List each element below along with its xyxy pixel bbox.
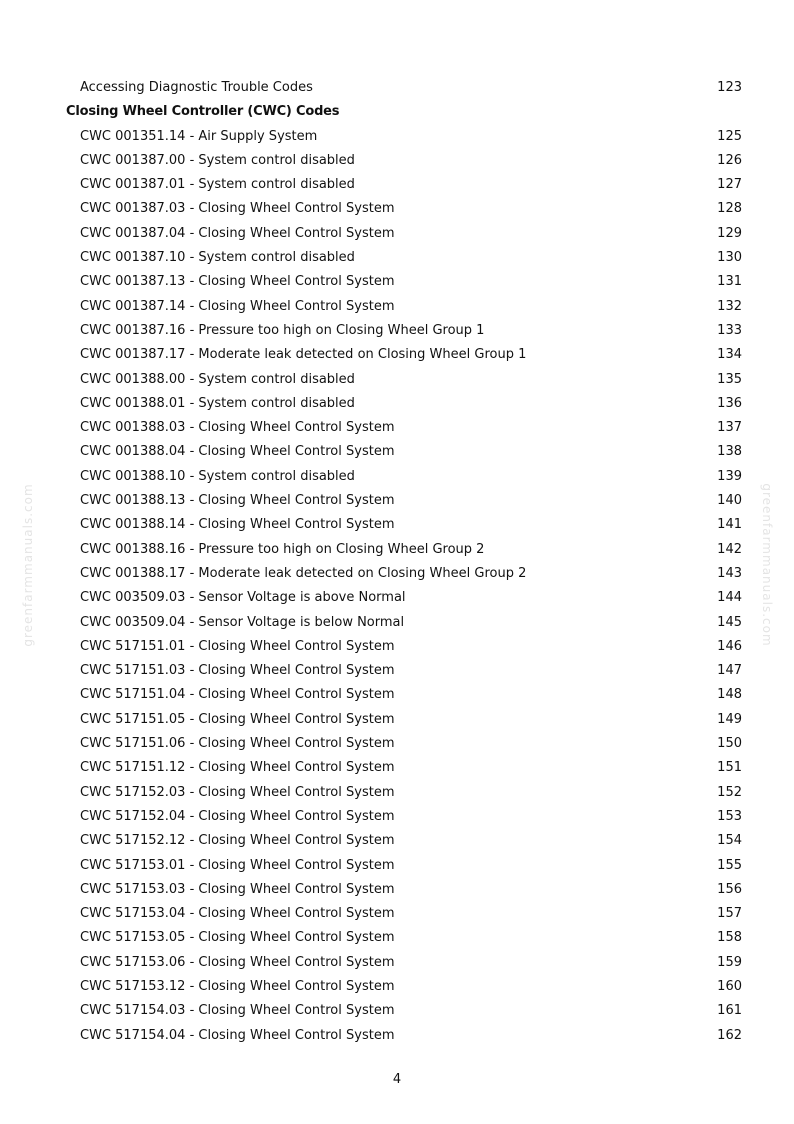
toc-entry-page: 137 [717,420,742,436]
watermark-left: greenfarmmanuals.com [21,483,35,647]
toc-entry [0,416,794,440]
toc-entry [0,829,794,853]
toc-entry-page: 145 [717,614,742,630]
toc-entry-title: CWC 517153.03 - Closing Wheel Control System [80,881,395,897]
toc-entry-title: CWC 001387.16 - Pressure too high on Closing Wheel Group 1 [80,322,485,338]
toc-entry-page: 135 [717,371,742,387]
toc-entry-page: 142 [717,541,742,557]
toc-entry [0,926,794,950]
toc-entry [0,659,794,683]
toc-entry-title: CWC 517152.12 - Closing Wheel Control System [80,833,395,849]
toc-entry-title: CWC 517151.01 - Closing Wheel Control System [80,638,395,654]
toc-entry-page: 148 [717,687,742,703]
toc-entry [0,343,794,367]
toc-entry-title: CWC 001387.01 - System control disabled [80,177,355,193]
toc-entry-title: CWC 001387.03 - Closing Wheel Control System [80,201,395,217]
toc-entry-page: 128 [717,201,742,217]
toc-entry [0,125,794,149]
toc-entry-title: Closing Wheel Controller (CWC) Codes [66,104,340,120]
toc-entry [0,683,794,707]
toc-entry [0,975,794,999]
toc-entry-title: CWC 001387.17 - Moderate leak detected on Closing Wheel Group 1 [80,347,527,363]
toc-entry [0,295,794,319]
toc-entry-page: 157 [717,906,742,922]
toc-entry [0,489,794,513]
toc-entry-page: 130 [717,250,742,266]
toc-entry-page: 144 [717,590,742,606]
watermark-right: greenfarmmanuals.com [760,483,774,647]
toc-entry [0,951,794,975]
toc-entry-title: Accessing Diagnostic Trouble Codes [80,80,313,95]
toc-entry-title: CWC 517153.12 - Closing Wheel Control System [80,978,395,994]
toc-entry-title: CWC 001388.14 - Closing Wheel Control System [80,517,395,533]
toc-entry [0,854,794,878]
toc-entry [0,465,794,489]
toc-entry-page: 160 [717,978,742,994]
toc-entry-page: 162 [717,1027,742,1043]
toc-entry-page: 141 [717,517,742,533]
toc-entry-title: CWC 001387.14 - Closing Wheel Control System [80,298,395,314]
toc-entry-page: 155 [717,857,742,873]
toc-entry-page: 149 [717,711,742,727]
toc-entry [0,611,794,635]
toc-entry-page: 146 [717,638,742,654]
toc-entry [0,392,794,416]
toc-entry-title: CWC 517151.12 - Closing Wheel Control System [80,760,395,776]
toc-entry [0,76,794,100]
toc-entry [0,538,794,562]
toc-entry-title: CWC 517151.03 - Closing Wheel Control System [80,663,395,679]
toc-entry-title: CWC 517154.04 - Closing Wheel Control System [80,1027,395,1043]
toc-entry-page: 126 [717,152,742,168]
toc-entry-title: CWC 001387.04 - Closing Wheel Control System [80,225,395,241]
toc-entry-page: 133 [717,322,742,338]
toc-entry-title: CWC 001387.10 - System control disabled [80,250,355,266]
toc-entry-title: CWC 517153.04 - Closing Wheel Control System [80,906,395,922]
toc-entry-title: CWC 001351.14 - Air Supply System [80,128,318,144]
toc-entry-page: 154 [717,833,742,849]
toc-entry [0,222,794,246]
toc-entry [0,173,794,197]
toc-entry [0,732,794,756]
toc-entry-page: 156 [717,881,742,897]
toc-entry-page: 153 [717,808,742,824]
toc-entry [0,149,794,173]
toc-entry-title: CWC 001388.00 - System control disabled [80,371,355,387]
toc-entry-title: CWC 001388.16 - Pressure too high on Closing Wheel Group 2 [80,541,485,557]
toc-entry [0,902,794,926]
toc-entry-title: CWC 001388.04 - Closing Wheel Control System [80,444,395,460]
toc-entry-title: CWC 001387.00 - System control disabled [80,152,355,168]
toc-entry-title: CWC 517153.05 - Closing Wheel Control System [80,930,395,946]
toc-entry-page: 132 [717,298,742,314]
toc-entry-title: CWC 001388.10 - System control disabled [80,468,355,484]
toc-entry-page: 134 [717,347,742,363]
toc-entry-page: 127 [717,177,742,193]
toc-entry-title: CWC 517151.04 - Closing Wheel Control System [80,687,395,703]
toc-entry-page: 150 [717,736,742,752]
toc-entry [0,1024,794,1048]
toc-entry [0,513,794,537]
toc-entry-title: CWC 001388.01 - System control disabled [80,395,355,411]
toc-entry [0,756,794,780]
toc-entry-title: CWC 003509.03 - Sensor Voltage is above Normal [80,590,406,606]
toc-entry-page: 159 [717,954,742,970]
toc-entry-page: 161 [717,1003,742,1019]
toc-entry-page: 147 [717,663,742,679]
table-of-contents [0,76,794,1048]
toc-entry [0,781,794,805]
toc-entry-page: 125 [717,128,742,144]
toc-entry-page: 152 [717,784,742,800]
toc-entry-title: CWC 517152.03 - Closing Wheel Control System [80,784,395,800]
toc-entry [0,246,794,270]
toc-entry-title: CWC 003509.04 - Sensor Voltage is below Normal [80,614,405,630]
toc-entry-page: 123 [717,80,742,95]
toc-entry-page: 129 [717,225,742,241]
toc-entry-page: 140 [717,493,742,509]
toc-entry [0,805,794,829]
toc-entry-page: 151 [717,760,742,776]
toc-entry-title: CWC 517154.03 - Closing Wheel Control System [80,1003,395,1019]
page-number: 4 [392,1072,402,1087]
toc-entry-title: CWC 001388.13 - Closing Wheel Control System [80,493,395,509]
toc-entry-title: CWC 517153.01 - Closing Wheel Control System [80,857,395,873]
toc-entry-title: CWC 001388.17 - Moderate leak detected on Closing Wheel Group 2 [80,565,527,581]
toc-entry-page: 138 [717,444,742,460]
toc-entry-page: 139 [717,468,742,484]
toc-entry-page: 143 [717,565,742,581]
toc-entry [0,270,794,294]
toc-entry [0,562,794,586]
toc-section-heading [0,100,794,124]
toc-entry [0,708,794,732]
toc-entry [0,878,794,902]
toc-entry-page: 136 [717,395,742,411]
toc-entry [0,635,794,659]
toc-entry-title: CWC 001388.03 - Closing Wheel Control System [80,420,395,436]
toc-entry-title: CWC 517151.05 - Closing Wheel Control System [80,711,395,727]
toc-entry-title: CWC 001387.13 - Closing Wheel Control System [80,274,395,290]
toc-entry-title: CWC 517151.06 - Closing Wheel Control System [80,736,395,752]
toc-entry [0,440,794,464]
toc-entry [0,368,794,392]
toc-entry [0,319,794,343]
toc-entry-page: 131 [717,274,742,290]
toc-entry-title: CWC 517152.04 - Closing Wheel Control System [80,808,395,824]
toc-entry-page: 158 [717,930,742,946]
toc-entry [0,197,794,221]
toc-entry [0,586,794,610]
toc-entry [0,999,794,1023]
toc-entry-title: CWC 517153.06 - Closing Wheel Control System [80,954,395,970]
